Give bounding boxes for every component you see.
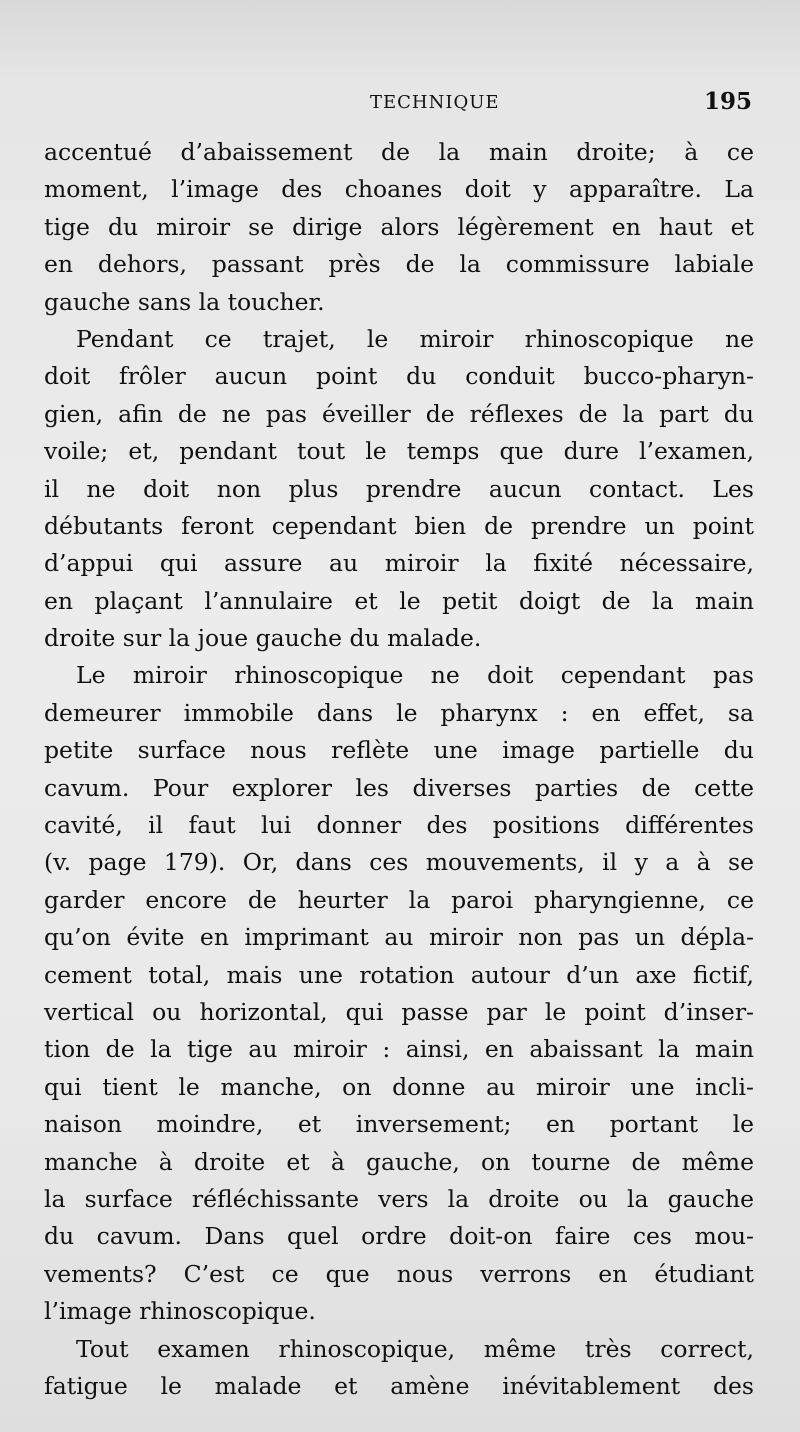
text-line: vertical ou horizontal, qui passe par le point d’inser-	[44, 997, 754, 1026]
page-header	[44, 88, 752, 118]
text-line: qui tient le manche, on donne au miroir une incli-	[44, 1072, 754, 1101]
text-line: l’image rhinoscopique.	[44, 1297, 316, 1326]
text-line: du cavum. Dans quel ordre doit-on faire ces mou-	[44, 1222, 754, 1251]
text-line: vements? C’est ce que nous verrons en étudiant	[44, 1259, 754, 1288]
running-head: TECHNIQUE	[370, 92, 500, 113]
text-line: droite sur la joue gauche du malade.	[44, 624, 482, 653]
text-line: d’appui qui assure au miroir la fixité nécessaire,	[44, 549, 754, 578]
text-line: gauche sans la toucher.	[44, 287, 325, 316]
text-line: Tout examen rhinoscopique, même très correct,	[76, 1334, 754, 1363]
text-line: petite surface nous reflète une image partielle du	[44, 736, 754, 765]
text-line: qu’on évite en imprimant au miroir non pas un dépla-	[44, 923, 754, 952]
page-number: 195	[703, 88, 752, 115]
text-line: débutants feront cependant bien de prendre un point	[44, 511, 754, 540]
body-text	[44, 134, 754, 1405]
text-line: naison moindre, et inversement; en portant le	[44, 1110, 754, 1139]
text-line: en plaçant l’annulaire et le petit doigt de la main	[44, 586, 754, 615]
text-line: en dehors, passant près de la commissure labiale	[44, 250, 754, 279]
text-line: Le miroir rhinoscopique ne doit cependant pas	[76, 661, 754, 690]
text-line: moment, l’image des choanes doit y apparaître. La	[44, 175, 754, 204]
text-line: voile; et, pendant tout le temps que dure l’examen,	[44, 437, 754, 466]
text-line: (v. page 179). Or, dans ces mouvements, il y a à se	[44, 848, 754, 877]
text-line: tige du miroir se dirige alors légèrement en haut et	[44, 212, 754, 241]
text-line: il ne doit non plus prendre aucun contact. Les	[44, 474, 754, 503]
text-line: demeurer immobile dans le pharynx : en effet, sa	[44, 698, 754, 727]
text-line: manche à droite et à gauche, on tourne de même	[44, 1147, 754, 1176]
text-line: fatigue le malade et amène inévitablement des	[44, 1371, 754, 1400]
text-line: cavité, il faut lui donner des positions différentes	[44, 811, 754, 840]
text-line: gien, afin de ne pas éveiller de réflexes de la part du	[44, 399, 754, 428]
text-line: Pendant ce trajet, le miroir rhinoscopique ne	[76, 324, 754, 353]
text-line: doit frôler aucun point du conduit bucco-pharyn-	[44, 362, 754, 391]
text-line: la surface réfléchissante vers la droite ou la gauche	[44, 1184, 754, 1213]
text-line: garder encore de heurter la paroi pharyngienne, ce	[44, 885, 754, 914]
text-line: cavum. Pour explorer les diverses parties de cette	[44, 773, 754, 802]
text-line: tion de la tige au miroir : ainsi, en abaissant la main	[44, 1035, 754, 1064]
text-line: accentué d’abaissement de la main droite; à ce	[44, 138, 754, 166]
text-line: cement total, mais une rotation autour d’un axe fictif,	[44, 960, 754, 989]
